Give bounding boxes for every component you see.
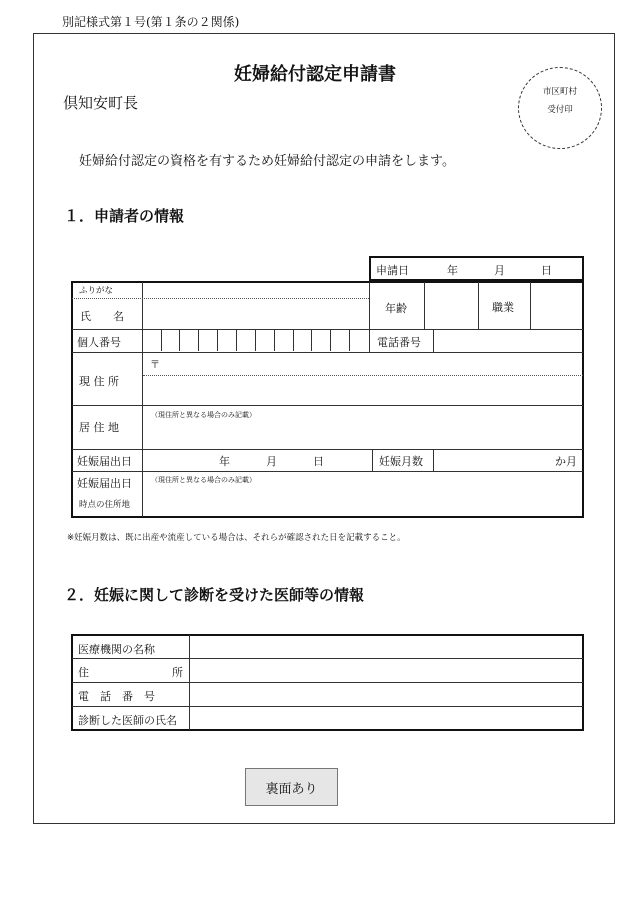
- report-year-label: 年: [219, 455, 230, 468]
- months-unit: か月: [555, 455, 577, 468]
- addressee: 倶知安町長: [63, 94, 139, 112]
- application-day-label: 日: [541, 264, 552, 277]
- age-field[interactable]: [425, 283, 477, 328]
- age-label: 年齢: [385, 302, 407, 315]
- individual-number-label: 個人番号: [77, 336, 121, 349]
- phone-divider: [369, 329, 370, 352]
- application-date-label: 申請日: [376, 264, 409, 277]
- doctor-name-label: 診断した医師の氏名: [78, 714, 177, 727]
- name-label: 氏 名: [80, 310, 124, 323]
- institution-name-field[interactable]: [190, 636, 583, 658]
- institution-phone-label: 電 話 番 号: [78, 690, 155, 703]
- address-at-report-label-2: 時点の住所地: [79, 500, 131, 510]
- footnote: ※妊娠月数は、既に出産や流産している場合は、それらが確認された日を記載すること。: [67, 533, 406, 543]
- intro-text: 妊婦給付認定の資格を有するため妊婦給付認定の申請をします。: [79, 154, 455, 169]
- report-day-label: 日: [313, 455, 324, 468]
- address-at-report-field[interactable]: [143, 472, 583, 516]
- phone-label: 電話番号: [377, 336, 421, 349]
- address-at-report-note: （現住所と異なる場合のみ記載）: [151, 476, 256, 484]
- occupation-divider: [478, 282, 479, 329]
- stamp-line-1: 市区町村: [542, 87, 577, 97]
- institution-address-field[interactable]: [190, 659, 583, 682]
- name-field[interactable]: [143, 299, 368, 328]
- form-code: 別記様式第１号(第１条の２関係): [62, 15, 240, 29]
- institution-address-label-1: 住: [78, 666, 89, 679]
- name-age-divider: [369, 282, 370, 329]
- institution-address-label-2: 所: [172, 666, 183, 679]
- address-label: 現 住 所: [79, 375, 119, 388]
- furigana-field[interactable]: [143, 283, 368, 298]
- phone-field[interactable]: [434, 330, 583, 351]
- individual-number-field[interactable]: [143, 330, 368, 351]
- residence-note: （現住所と異なる場合のみ記載）: [151, 411, 256, 419]
- pregnancy-months-label: 妊娠月数: [379, 455, 423, 468]
- application-year-label: 年: [447, 264, 458, 277]
- back-side-button[interactable]: 裏面あり: [245, 768, 338, 806]
- stamp-line-2: 受付印: [547, 105, 573, 115]
- institution-name-label: 医療機関の名称: [78, 643, 155, 656]
- application-month-label: 月: [494, 264, 505, 277]
- institution-phone-field[interactable]: [190, 683, 583, 706]
- address-at-report-label-1: 妊娠届出日: [77, 477, 132, 490]
- section1-heading: １．申請者の情報: [64, 207, 185, 225]
- months-divider: [372, 449, 373, 471]
- residence-label: 居 住 地: [79, 421, 119, 434]
- residence-field[interactable]: [143, 406, 583, 449]
- report-month-label: 月: [266, 455, 277, 468]
- form-title: 妊婦給付認定申請書: [234, 64, 396, 85]
- reception-stamp-area: [518, 67, 602, 149]
- address-field[interactable]: [143, 353, 583, 405]
- pregnancy-report-date-label: 妊娠届出日: [77, 455, 132, 468]
- occupation-label: 職業: [492, 301, 514, 314]
- occupation-field[interactable]: [531, 283, 583, 328]
- postal-mark: 〒: [150, 360, 160, 371]
- furigana-label: ふりがな: [79, 286, 114, 296]
- doctor-name-field[interactable]: [190, 707, 583, 730]
- section2-heading: ２．妊娠に関して診断を受けた医師等の情報: [64, 586, 365, 604]
- pregnancy-months-field[interactable]: [434, 450, 583, 470]
